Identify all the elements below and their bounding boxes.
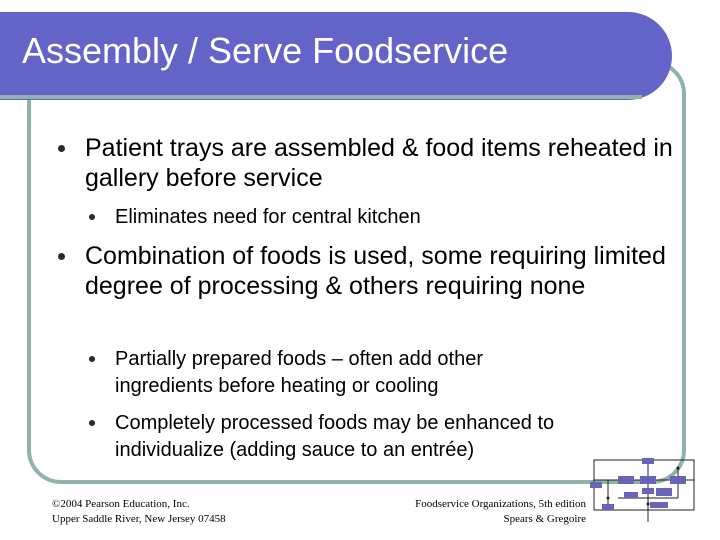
footer-right — [398, 497, 586, 527]
bullet-2-sub-1-text: Partially prepared foods – often add other ingredients before heating or cooling — [115, 348, 484, 397]
footer-book-title: Foodservice Organizations, 5th edition — [415, 498, 586, 510]
bullet-1-text: Patient trays are assembled & food items reheated in gallery before service — [85, 134, 673, 192]
footer-authors: Spears & Gregoire — [503, 513, 586, 525]
sub-bullet-dot-icon — [89, 356, 95, 362]
bullet-2-text: Combination of foods is used, some requiring limited degree of processing & others requiring none — [85, 242, 666, 300]
slide-title: Assembly / Serve Foodservice — [22, 30, 509, 71]
system-flow-diagram-icon — [588, 458, 700, 528]
footer-address: Upper Saddle River, New Jersey 07458 — [52, 513, 226, 525]
bullet-1-sub-1-text: Eliminates need for central kitchen — [115, 206, 421, 228]
footer-copyright: ©2004 Pearson Education, Inc. — [52, 498, 190, 510]
bullet-2-sub-2-text: Completely processed foods may be enhanced to individualize (adding sauce to an entrée) — [115, 412, 555, 461]
sub-bullet-dot-icon — [89, 420, 95, 426]
bullet-dot-icon — [58, 253, 65, 260]
footer-left — [52, 497, 226, 527]
title-underline — [0, 95, 642, 99]
sub-bullet-dot-icon — [89, 214, 95, 220]
bullet-dot-icon — [58, 145, 65, 152]
